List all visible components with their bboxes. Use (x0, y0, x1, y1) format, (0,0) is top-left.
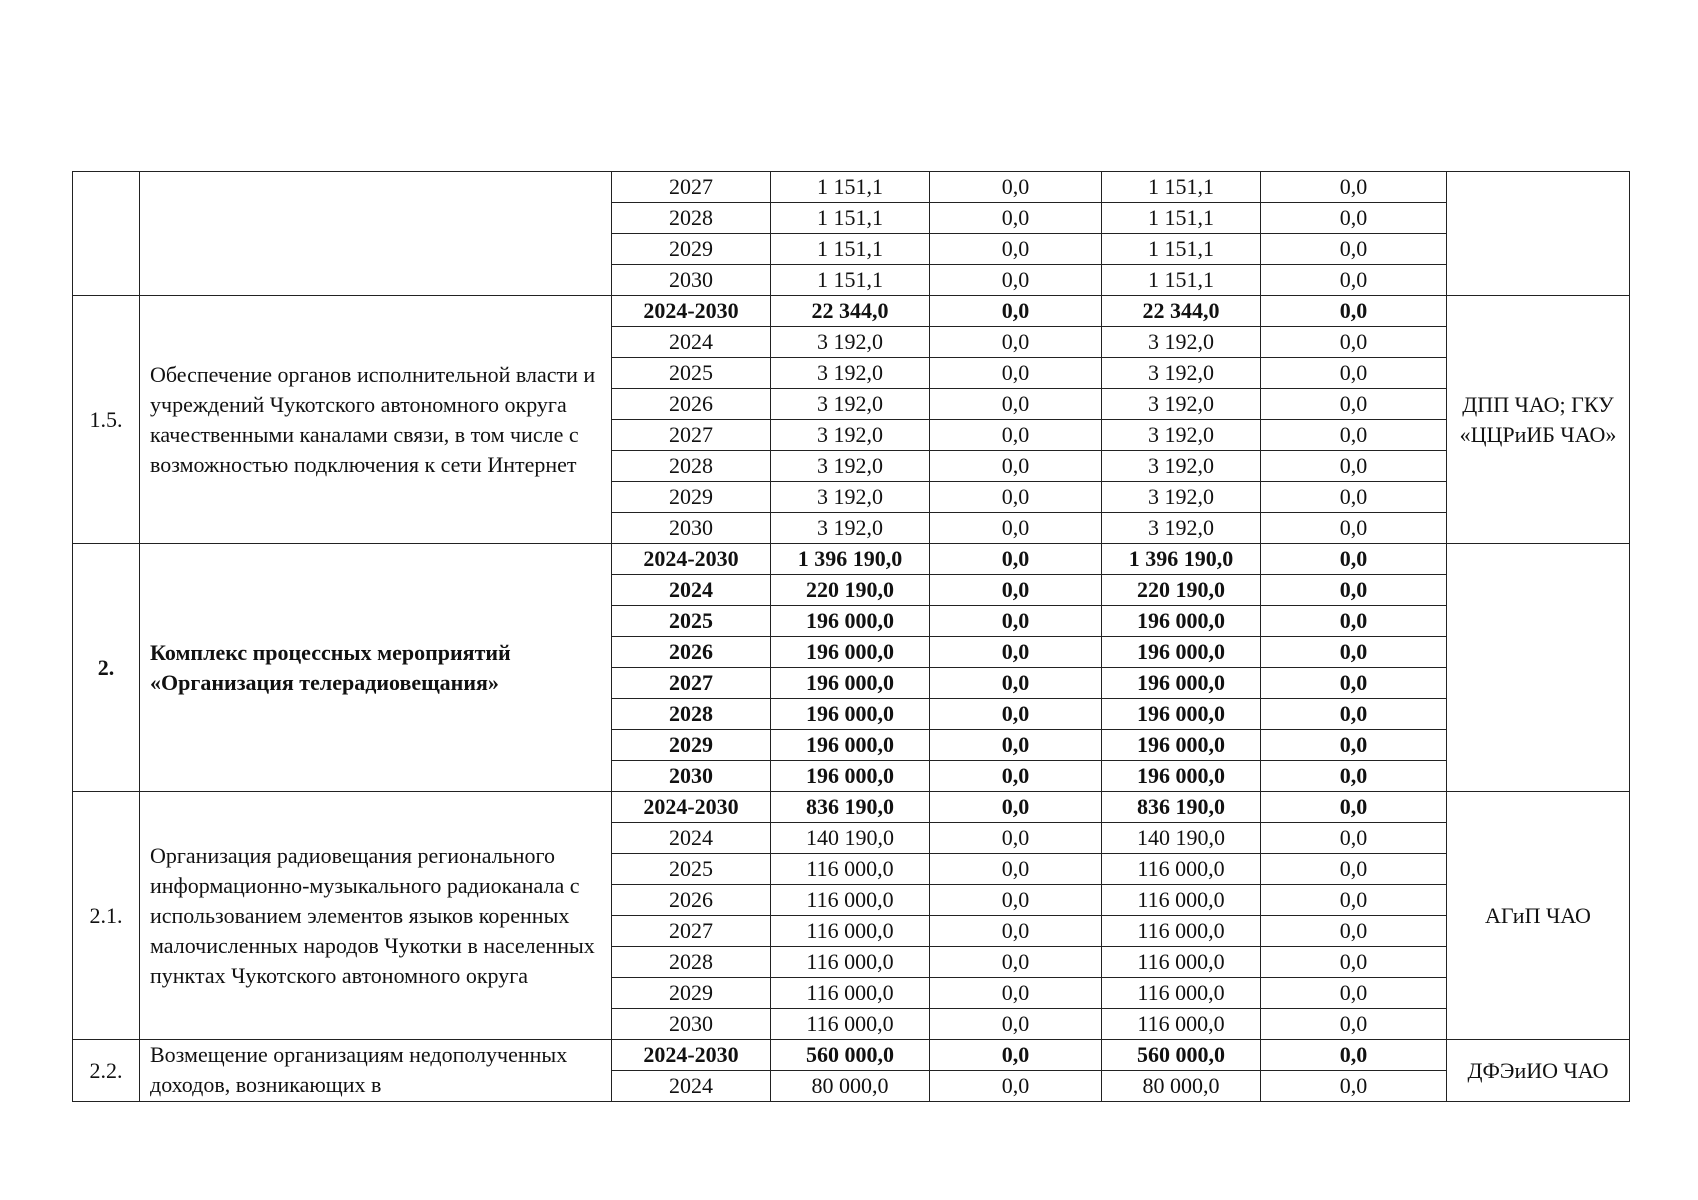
funding-cell: 3 192,0 (1102, 389, 1261, 420)
responsible-cell (1447, 172, 1630, 296)
year-cell: 2024-2030 (612, 1040, 771, 1071)
funding-cell: 0,0 (1261, 978, 1447, 1009)
total-cell: 3 192,0 (771, 327, 930, 358)
total-cell: 1 151,1 (771, 265, 930, 296)
total-cell: 3 192,0 (771, 420, 930, 451)
year-cell: 2025 (612, 606, 771, 637)
funding-cell: 0,0 (1261, 637, 1447, 668)
year-cell: 2030 (612, 1009, 771, 1040)
total-cell: 1 151,1 (771, 234, 930, 265)
funding-cell: 0,0 (1261, 172, 1447, 203)
year-cell: 2027 (612, 668, 771, 699)
funding-cell: 3 192,0 (1102, 327, 1261, 358)
funding-cell: 196 000,0 (1102, 668, 1261, 699)
funding-cell: 0,0 (930, 823, 1102, 854)
year-cell: 2024-2030 (612, 296, 771, 327)
funding-cell: 0,0 (930, 1009, 1102, 1040)
total-cell: 836 190,0 (771, 792, 930, 823)
funding-cell: 0,0 (1261, 854, 1447, 885)
funding-cell: 3 192,0 (1102, 451, 1261, 482)
funding-cell: 0,0 (1261, 792, 1447, 823)
funding-cell: 0,0 (930, 761, 1102, 792)
funding-cell: 220 190,0 (1102, 575, 1261, 606)
year-cell: 2026 (612, 389, 771, 420)
funding-cell: 196 000,0 (1102, 699, 1261, 730)
funding-cell: 116 000,0 (1102, 947, 1261, 978)
year-cell: 2030 (612, 761, 771, 792)
funding-cell: 22 344,0 (1102, 296, 1261, 327)
funding-cell: 116 000,0 (1102, 885, 1261, 916)
year-cell: 2024-2030 (612, 544, 771, 575)
funding-cell: 116 000,0 (1102, 978, 1261, 1009)
funding-cell: 0,0 (1261, 1071, 1447, 1102)
table-row (73, 172, 1630, 203)
funding-cell: 1 151,1 (1102, 234, 1261, 265)
funding-cell: 0,0 (1261, 358, 1447, 389)
funding-cell: 0,0 (930, 420, 1102, 451)
funding-cell: 1 151,1 (1102, 172, 1261, 203)
total-cell: 3 192,0 (771, 389, 930, 420)
budget-table (72, 171, 1630, 1102)
table-row-total (73, 792, 1630, 823)
year-cell: 2028 (612, 451, 771, 482)
measure-name-cell: Комплекс процессных мероприятий «Организация телерадиовещания» (140, 544, 612, 792)
funding-cell: 0,0 (1261, 482, 1447, 513)
funding-cell: 0,0 (930, 730, 1102, 761)
year-cell: 2025 (612, 358, 771, 389)
responsible-cell: АГиП ЧАО (1447, 792, 1630, 1040)
funding-cell: 196 000,0 (1102, 606, 1261, 637)
funding-cell: 0,0 (930, 637, 1102, 668)
year-cell: 2026 (612, 637, 771, 668)
funding-cell: 0,0 (1261, 761, 1447, 792)
total-cell: 3 192,0 (771, 358, 930, 389)
year-cell: 2024 (612, 1071, 771, 1102)
responsible-cell: ДПП ЧАО; ГКУ «ЦЦРиИБ ЧАО» (1447, 296, 1630, 544)
funding-cell: 0,0 (930, 916, 1102, 947)
total-cell: 116 000,0 (771, 1009, 930, 1040)
funding-cell: 560 000,0 (1102, 1040, 1261, 1071)
funding-cell: 196 000,0 (1102, 761, 1261, 792)
funding-cell: 0,0 (1261, 575, 1447, 606)
row-number-cell: 1.5. (73, 296, 140, 544)
year-cell: 2030 (612, 513, 771, 544)
funding-cell: 0,0 (930, 668, 1102, 699)
total-cell: 3 192,0 (771, 451, 930, 482)
funding-cell: 0,0 (930, 606, 1102, 637)
total-cell: 22 344,0 (771, 296, 930, 327)
year-cell: 2028 (612, 203, 771, 234)
year-cell: 2028 (612, 947, 771, 978)
funding-cell: 0,0 (1261, 265, 1447, 296)
funding-cell: 116 000,0 (1102, 1009, 1261, 1040)
year-cell: 2029 (612, 978, 771, 1009)
funding-cell: 0,0 (930, 513, 1102, 544)
funding-cell: 0,0 (1261, 916, 1447, 947)
responsible-cell (1447, 544, 1630, 792)
funding-cell: 0,0 (1261, 234, 1447, 265)
total-cell: 196 000,0 (771, 730, 930, 761)
funding-cell: 0,0 (930, 482, 1102, 513)
funding-cell: 0,0 (930, 544, 1102, 575)
funding-cell: 0,0 (1261, 451, 1447, 482)
year-cell: 2025 (612, 854, 771, 885)
funding-cell: 3 192,0 (1102, 420, 1261, 451)
funding-cell: 196 000,0 (1102, 637, 1261, 668)
funding-cell: 0,0 (1261, 947, 1447, 978)
funding-cell: 0,0 (930, 451, 1102, 482)
funding-cell: 0,0 (1261, 1009, 1447, 1040)
year-cell: 2029 (612, 482, 771, 513)
year-cell: 2026 (612, 885, 771, 916)
funding-cell: 0,0 (930, 947, 1102, 978)
funding-cell: 1 151,1 (1102, 265, 1261, 296)
funding-cell: 0,0 (930, 327, 1102, 358)
total-cell: 196 000,0 (771, 668, 930, 699)
total-cell: 560 000,0 (771, 1040, 930, 1071)
total-cell: 196 000,0 (771, 699, 930, 730)
funding-cell: 3 192,0 (1102, 482, 1261, 513)
total-cell: 116 000,0 (771, 978, 930, 1009)
total-cell: 196 000,0 (771, 606, 930, 637)
year-cell: 2027 (612, 420, 771, 451)
funding-cell: 0,0 (930, 172, 1102, 203)
funding-cell: 836 190,0 (1102, 792, 1261, 823)
funding-cell: 0,0 (1261, 668, 1447, 699)
funding-cell: 0,0 (1261, 885, 1447, 916)
funding-cell: 0,0 (930, 575, 1102, 606)
funding-cell: 0,0 (1261, 606, 1447, 637)
total-cell: 196 000,0 (771, 761, 930, 792)
year-cell: 2029 (612, 234, 771, 265)
year-cell: 2029 (612, 730, 771, 761)
funding-cell: 0,0 (1261, 327, 1447, 358)
funding-cell: 0,0 (1261, 1040, 1447, 1071)
funding-cell: 0,0 (930, 1071, 1102, 1102)
funding-cell: 0,0 (1261, 730, 1447, 761)
row-number-cell (73, 172, 140, 296)
total-cell: 116 000,0 (771, 947, 930, 978)
total-cell: 116 000,0 (771, 854, 930, 885)
total-cell: 1 151,1 (771, 172, 930, 203)
funding-cell: 0,0 (930, 296, 1102, 327)
funding-cell: 1 396 190,0 (1102, 544, 1261, 575)
table-row-total (73, 1040, 1630, 1071)
table-row-total (73, 544, 1630, 575)
funding-cell: 3 192,0 (1102, 358, 1261, 389)
funding-cell: 80 000,0 (1102, 1071, 1261, 1102)
total-cell: 80 000,0 (771, 1071, 930, 1102)
funding-cell: 0,0 (930, 854, 1102, 885)
funding-cell: 0,0 (1261, 389, 1447, 420)
row-number-cell: 2.1. (73, 792, 140, 1040)
funding-cell: 0,0 (1261, 296, 1447, 327)
funding-cell: 0,0 (1261, 699, 1447, 730)
year-cell: 2030 (612, 265, 771, 296)
total-cell: 1 396 190,0 (771, 544, 930, 575)
funding-cell: 140 190,0 (1102, 823, 1261, 854)
year-cell: 2028 (612, 699, 771, 730)
total-cell: 140 190,0 (771, 823, 930, 854)
funding-cell: 0,0 (930, 699, 1102, 730)
total-cell: 220 190,0 (771, 575, 930, 606)
year-cell: 2024 (612, 327, 771, 358)
row-number-cell: 2. (73, 544, 140, 792)
funding-cell: 0,0 (1261, 203, 1447, 234)
total-cell: 196 000,0 (771, 637, 930, 668)
funding-cell: 0,0 (930, 389, 1102, 420)
funding-cell: 0,0 (1261, 420, 1447, 451)
total-cell: 116 000,0 (771, 885, 930, 916)
year-cell: 2024 (612, 575, 771, 606)
year-cell: 2024-2030 (612, 792, 771, 823)
funding-cell: 0,0 (1261, 513, 1447, 544)
funding-cell: 116 000,0 (1102, 916, 1261, 947)
funding-cell: 0,0 (930, 978, 1102, 1009)
funding-cell: 0,0 (930, 1040, 1102, 1071)
funding-cell: 196 000,0 (1102, 730, 1261, 761)
year-cell: 2024 (612, 823, 771, 854)
funding-cell: 3 192,0 (1102, 513, 1261, 544)
funding-cell: 0,0 (930, 265, 1102, 296)
funding-cell: 0,0 (930, 885, 1102, 916)
total-cell: 3 192,0 (771, 513, 930, 544)
funding-cell: 0,0 (1261, 823, 1447, 854)
funding-cell: 0,0 (930, 234, 1102, 265)
year-cell: 2027 (612, 916, 771, 947)
measure-name-cell: Обеспечение органов исполнительной власти и учреждений Чукотского автономного округа качественными каналами связи, в том числе с возможностью подключения к сети Интернет (140, 296, 612, 544)
total-cell: 116 000,0 (771, 916, 930, 947)
table-row-total (73, 296, 1630, 327)
row-number-cell: 2.2. (73, 1040, 140, 1102)
total-cell: 3 192,0 (771, 482, 930, 513)
year-cell: 2027 (612, 172, 771, 203)
funding-cell: 0,0 (930, 203, 1102, 234)
funding-cell: 0,0 (930, 792, 1102, 823)
funding-cell: 0,0 (930, 358, 1102, 389)
funding-cell: 1 151,1 (1102, 203, 1261, 234)
total-cell: 1 151,1 (771, 203, 930, 234)
funding-cell: 0,0 (1261, 544, 1447, 575)
funding-cell: 116 000,0 (1102, 854, 1261, 885)
responsible-cell: ДФЭиИО ЧАО (1447, 1040, 1630, 1102)
measure-name-cell: Возмещение организациям недополученных доходов, возникающих в (140, 1040, 612, 1102)
measure-name-cell: Организация радиовещания регионального информационно-музыкального радиоканала с использованием элементов языков коренных малочисленных народов Чукотки в населенных пунктах Чукотского автономного округа (140, 792, 612, 1040)
measure-name-cell (140, 172, 612, 296)
